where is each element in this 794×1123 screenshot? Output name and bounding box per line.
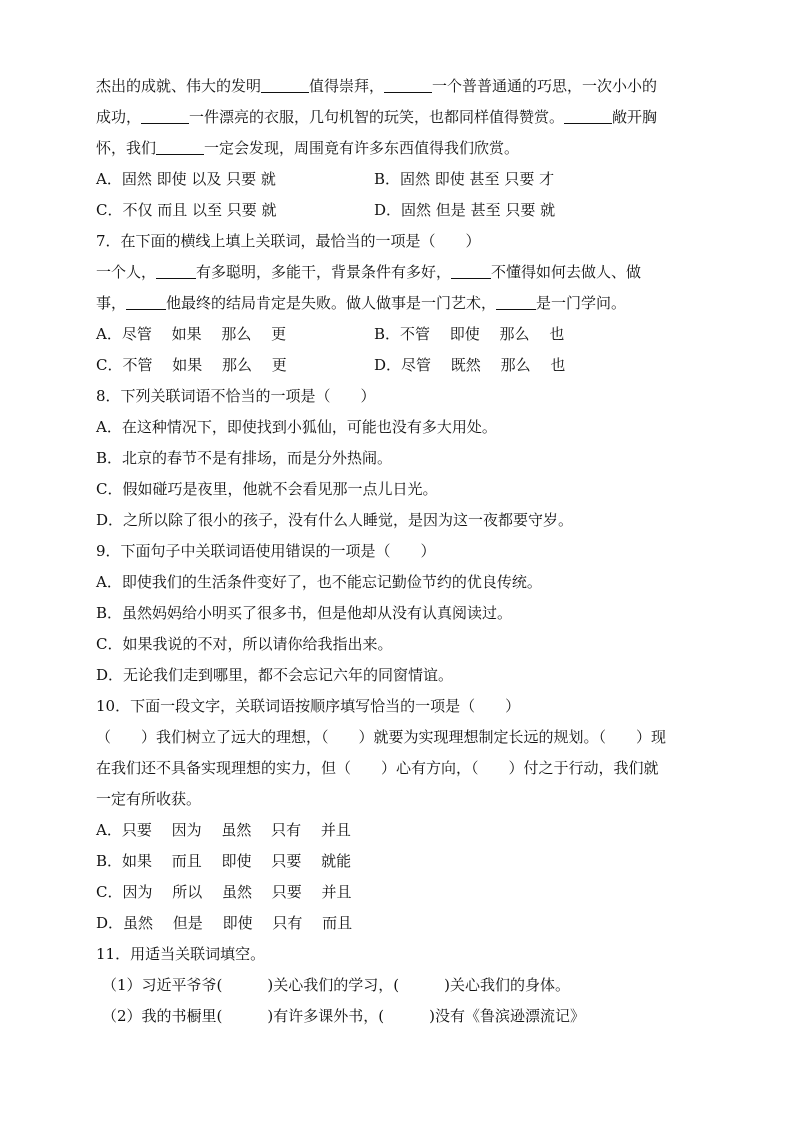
- q8-option-b[interactable]: B．北京的春节不是有排场，而是分外热闹。: [96, 449, 393, 467]
- answer-blank[interactable]: [126, 294, 166, 310]
- q6-text: 一个普普通通的巧思，一次小小的: [432, 77, 658, 95]
- q7-text: 一个人，: [96, 263, 157, 281]
- q6-passage-line-2: [96, 107, 657, 127]
- q6-text: 值得崇拜，: [309, 77, 385, 95]
- q9-option-d[interactable]: D．无论我们走到哪里，都不会忘记六年的同窗情谊。: [96, 666, 454, 684]
- q8-option-a[interactable]: A．在这种情况下，即使找到小狐仙，可能也没有多大用处。: [96, 418, 497, 436]
- q6-option-b[interactable]: B．固然 即使 甚至 只要 才: [374, 170, 555, 188]
- q6-option-a[interactable]: A．固然 即使 以及 只要 就: [96, 170, 276, 188]
- q11-sentence-1[interactable]: （1）习近平爷爷( )关心我们的学习，( )关心我们的身体。: [102, 976, 570, 994]
- q10-passage-line-1: （ ）我们树立了远大的理想，（ ）就要为实现理想制定长远的规划。（ ）现: [96, 728, 667, 746]
- answer-blank[interactable]: [261, 77, 309, 93]
- q6-text: 杰出的成就、伟大的发明: [96, 77, 262, 95]
- q7-options-row-1: [96, 324, 564, 344]
- q9-option-b[interactable]: B．虽然妈妈给小明买了很多书，但是他却从没有认真阅读过。: [96, 604, 513, 622]
- q10-option-d[interactable]: D．虽然 但是 即使 只有 而且: [96, 914, 353, 932]
- q8-stem: 8．下列关联词语不恰当的一项是（ ）: [96, 387, 376, 405]
- answer-blank[interactable]: [156, 139, 204, 155]
- q7-text: 不懂得如何去做人、做: [491, 263, 642, 281]
- answer-blank[interactable]: [384, 77, 432, 93]
- q10-option-a[interactable]: A．只要 因为 虽然 只有 并且: [96, 821, 351, 839]
- answer-blank[interactable]: [564, 108, 612, 124]
- q7-text: 事，: [96, 294, 127, 312]
- q7-text: 是一门学问。: [536, 294, 627, 312]
- q6-option-d[interactable]: D．固然 但是 甚至 只要 就: [374, 201, 556, 219]
- q7-option-c[interactable]: C．不管 如果 那么 更: [96, 356, 287, 374]
- q6-passage-line-3: [96, 138, 519, 158]
- q6-passage-line-1: [96, 76, 657, 96]
- q7-option-d[interactable]: D．尽管 既然 那么 也: [374, 356, 566, 374]
- q7-option-b[interactable]: B．不管 即使 那么 也: [374, 325, 565, 343]
- q6-options-row-2: [96, 200, 555, 220]
- q9-option-c[interactable]: C．如果我说的不对，所以请你给我指出来。: [96, 635, 393, 653]
- q7-option-a[interactable]: A．尽管 如果 那么 更: [96, 325, 287, 343]
- q6-text: 一件漂亮的衣服，几句机智的玩笑，也都同样值得赞赏。: [189, 108, 565, 126]
- q6-text: 成功，: [96, 108, 142, 126]
- answer-blank[interactable]: [451, 263, 491, 279]
- q7-options-row-2: [96, 355, 565, 375]
- q8-option-d[interactable]: D．之所以除了很小的孩子，没有什么人睡觉，是因为这一夜都要守岁。: [96, 511, 574, 529]
- q8-option-c[interactable]: C．假如碰巧是夜里，他就不会看见那一点儿日光。: [96, 480, 438, 498]
- q7-passage-line-2: [96, 293, 626, 313]
- q10-passage-line-2: 在我们还不具备实现理想的实力，但（ ）心有方向，（ ）付之于行动，我们就: [96, 759, 659, 777]
- q10-passage-line-3: 一定有所收获。: [96, 790, 202, 808]
- answer-blank[interactable]: [496, 294, 536, 310]
- q6-text: 一定会发现，周围竟有许多东西值得我们欣赏。: [204, 139, 520, 157]
- answer-blank[interactable]: [156, 263, 196, 279]
- q7-text: 有多聪明，多能干，背景条件有多好，: [196, 263, 452, 281]
- q7-text: 他最终的结局肯定是失败。做人做事是一门艺术，: [166, 294, 497, 312]
- q7-stem: 7．在下面的横线上填上关联词，最恰当的一项是（ ）: [96, 232, 481, 250]
- q10-stem: 10．下面一段文字，关联词语按顺序填写恰当的一项是（ ）: [96, 697, 521, 715]
- q11-sentence-2[interactable]: （2）我的书橱里( )有许多课外书，( )没有《鲁滨逊漂流记》: [102, 1007, 585, 1025]
- q7-passage-line-1: [96, 262, 641, 282]
- q9-stem: 9．下面句子中关联词语使用错误的一项是（ ）: [96, 542, 436, 560]
- q6-text: 敞开胸: [612, 108, 658, 126]
- q10-option-c[interactable]: C．因为 所以 虽然 只要 并且: [96, 883, 352, 901]
- q6-text: 怀，我们: [96, 139, 157, 157]
- q9-option-a[interactable]: A．即使我们的生活条件变好了，也不能忘记勤俭节约的优良传统。: [96, 573, 542, 591]
- q6-options-row-1: [96, 169, 554, 189]
- q11-stem: 11．用适当关联词填空。: [96, 945, 266, 963]
- q10-option-b[interactable]: B．如果 而且 即使 只要 就能: [96, 852, 352, 870]
- answer-blank[interactable]: [141, 108, 189, 124]
- q6-option-c[interactable]: C．不仅 而且 以至 只要 就: [96, 201, 277, 219]
